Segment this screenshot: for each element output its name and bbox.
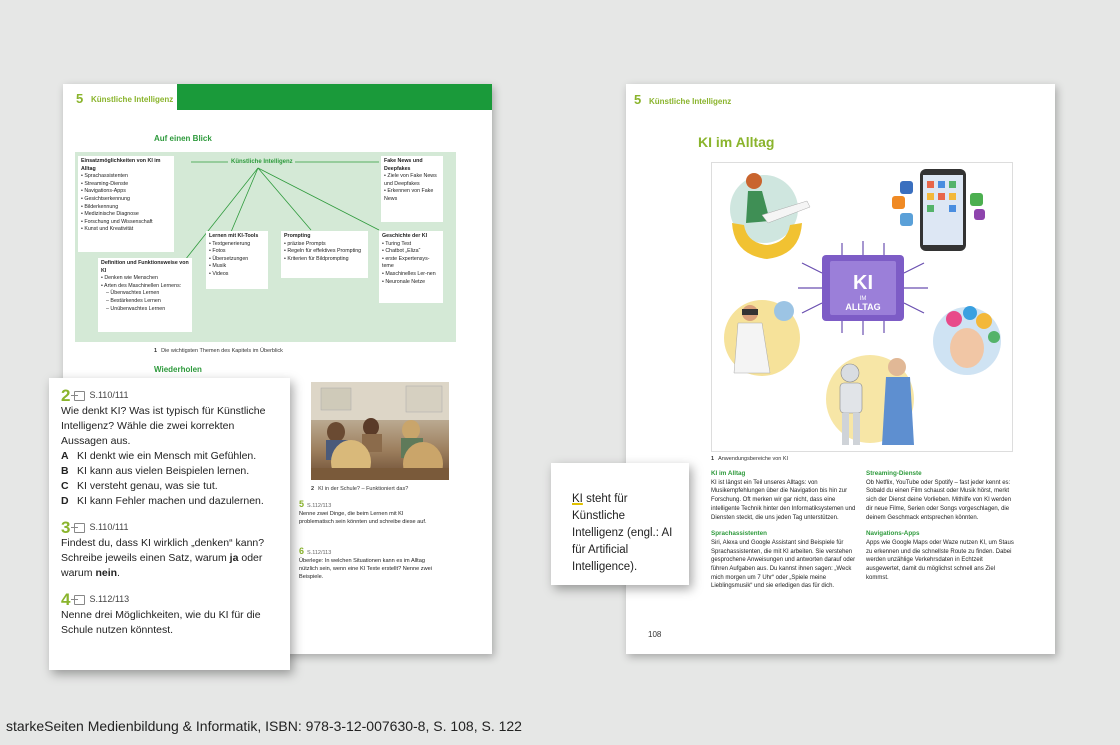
overview-center-label: Künstliche Intelligenz (231, 159, 293, 165)
figure2-caption: 2 KI in der Schule? – Funktioniert das? (311, 486, 409, 492)
overview-box-uses: Einsatzmöglichkeiten von KI im Alltag • Sprachassistenten • Streaming-Dienste • Navigations-Apps • Gesichtserkennung • Bilderkennung • Medizinische Diagnose • Forschung und Wissenschaft • Kunst und Kreativität (78, 156, 174, 252)
overview-box-history: Geschichte der KI • Turing Test • Chatbot „Eliza“ • erste Expertensys-teme • Maschinelles Ler-nen • Neuronale Netze (379, 231, 443, 303)
chip-label-alltag: ALLTAG (845, 302, 881, 312)
ki-everyday-illustration (711, 162, 1013, 452)
page-title: KI im Alltag (698, 134, 775, 150)
task-6: 6 S.112/113 Überlege: In welchen Situationen kann es im Alltag nützlich sein, wenn eine KI Texte erstellt? Nenne zwei Beispiele. (299, 546, 432, 580)
overview-box-tools: Lernen mit KI-Tools • Textgenerierung • Fotos • Übersetzungen • Musik • Videos (206, 231, 268, 289)
zoom-card-definition (551, 463, 689, 585)
overview-box-prompting: Prompting • präzise Prompts • Regeln für effektives Prompting • Kriterien für Bildprompting (281, 231, 368, 278)
zoom-task-2: 2 S.110/111 Wie denkt KI? Was ist typisch für Künstliche Intelligenz? Wähle die zwei korrekten Aussagen aus. A KI denkt wie ein Mensch mit Gefühlen. B KI kann aus vielen Beispielen lernen. C KI versteht genau, was sie tut. D KI kann Fehler machen und dazulernen. (61, 386, 266, 507)
figure-caption: 1 Anwendungsbereiche von KI (711, 456, 789, 462)
text-column-right: Streaming-Dienste Ob Netflix, YouTube oder Spotify – fast jeder kennt es: Sobald du einen Film schaust oder Musik hörst, merkt sich der Dienst deine Vorlieben. Mithilfe von KI werden dir neue Filme, Serien oder Songs vorgeschlagen, die deinem Geschmack entsprechen könnten. Navigations-Apps Apps wie Google Maps oder Waze nutzen KI, um Staus zu erkennen und die schnellste Route zu finden. Dabei werden unzählige Verkehrsdaten in Echtzeit ausgewertet, damit du möglichst schnell ans Ziel kommst. (866, 470, 1014, 581)
page-reference-icon (74, 523, 85, 533)
figure1-caption: 1 Die wichtigsten Themen des Kapitels im Überblick (154, 348, 283, 354)
chapter-title: Künstliche Intelligenz (649, 97, 732, 106)
definition-text: steht für Künstliche Intelligenz (engl.: AI für Artificial Intelligence). (572, 493, 673, 573)
source-footer: starkeSeiten Medienbildung & Informatik, ISBN: 978-3-12-007630-8, S. 108, S. 122 (6, 718, 522, 734)
page-reference-icon (74, 595, 85, 605)
header-green-band (177, 84, 492, 110)
chip-label-im: IM (859, 296, 867, 302)
review-heading: Wiederholen (154, 365, 202, 374)
task-5: 5 S.112/113 Nenne zwei Dinge, die beim Lernen mit KI problematisch sein könnten und schreibe diese auf. (299, 499, 427, 525)
zoom-task-4: 4 S.112/113 Nenne drei Möglichkeiten, wie du KI für die Schule nutzen könntest. (61, 590, 261, 636)
page-reference-icon (74, 391, 85, 401)
text-column-left: KI im Alltag KI ist längst ein Teil unseres Alltags: von Musikempfehlungen über die Navigation bis hin zur Forschung. Oft merken wir gar nicht, dass eine intelligente Technik hinter den Informatiksystemen und Diensten steckt, die uns jeden Tag unterstützen. Sprachassistenten Siri, Alexa und Google Assistant sind Beispiele für Sprachassistenten, die mit KI arbeiten. Sie verstehen gesprochene Anweisungen und antworten darauf oder führen Aufgaben aus. Du kannst ihnen sagen: „Weck mich morgen um 7 Uhr“ oder „Spiele meine Lieblingsmusik“ und sie erledigen das für dich. (711, 470, 856, 590)
definition-keyword: KI (572, 493, 583, 505)
overview-box-definition: Definition und Funktionsweise von KI • Denken wie Menschen • Arten des Maschinellen Lernens: – Überwachtes Lernen – Bestärkendes Lernen – Unüberwachtes Lernen (98, 258, 192, 332)
right-book-page (626, 84, 1055, 654)
zoom-task-3: 3 S.110/111 Findest du, dass KI wirklich „denken“ kann? Schreibe jeweils einen Satz, warum ja oder warum nein. (61, 518, 265, 579)
chapter-title: Künstliche Intelligenz (91, 95, 174, 104)
chip-label-ki: KI (853, 272, 873, 294)
overview-box-fakes: Fake News und Deepfakes • Ziele von Fake News und Deepfakes • Erkennen von Fake News (381, 156, 443, 222)
zoom-card-tasks (49, 378, 290, 670)
chapter-number: 5 (76, 91, 84, 106)
chapter-number: 5 (634, 92, 642, 107)
page-number: 108 (648, 630, 662, 639)
classroom-photo (311, 382, 449, 480)
at-a-glance-heading: Auf einen Blick (154, 134, 212, 143)
